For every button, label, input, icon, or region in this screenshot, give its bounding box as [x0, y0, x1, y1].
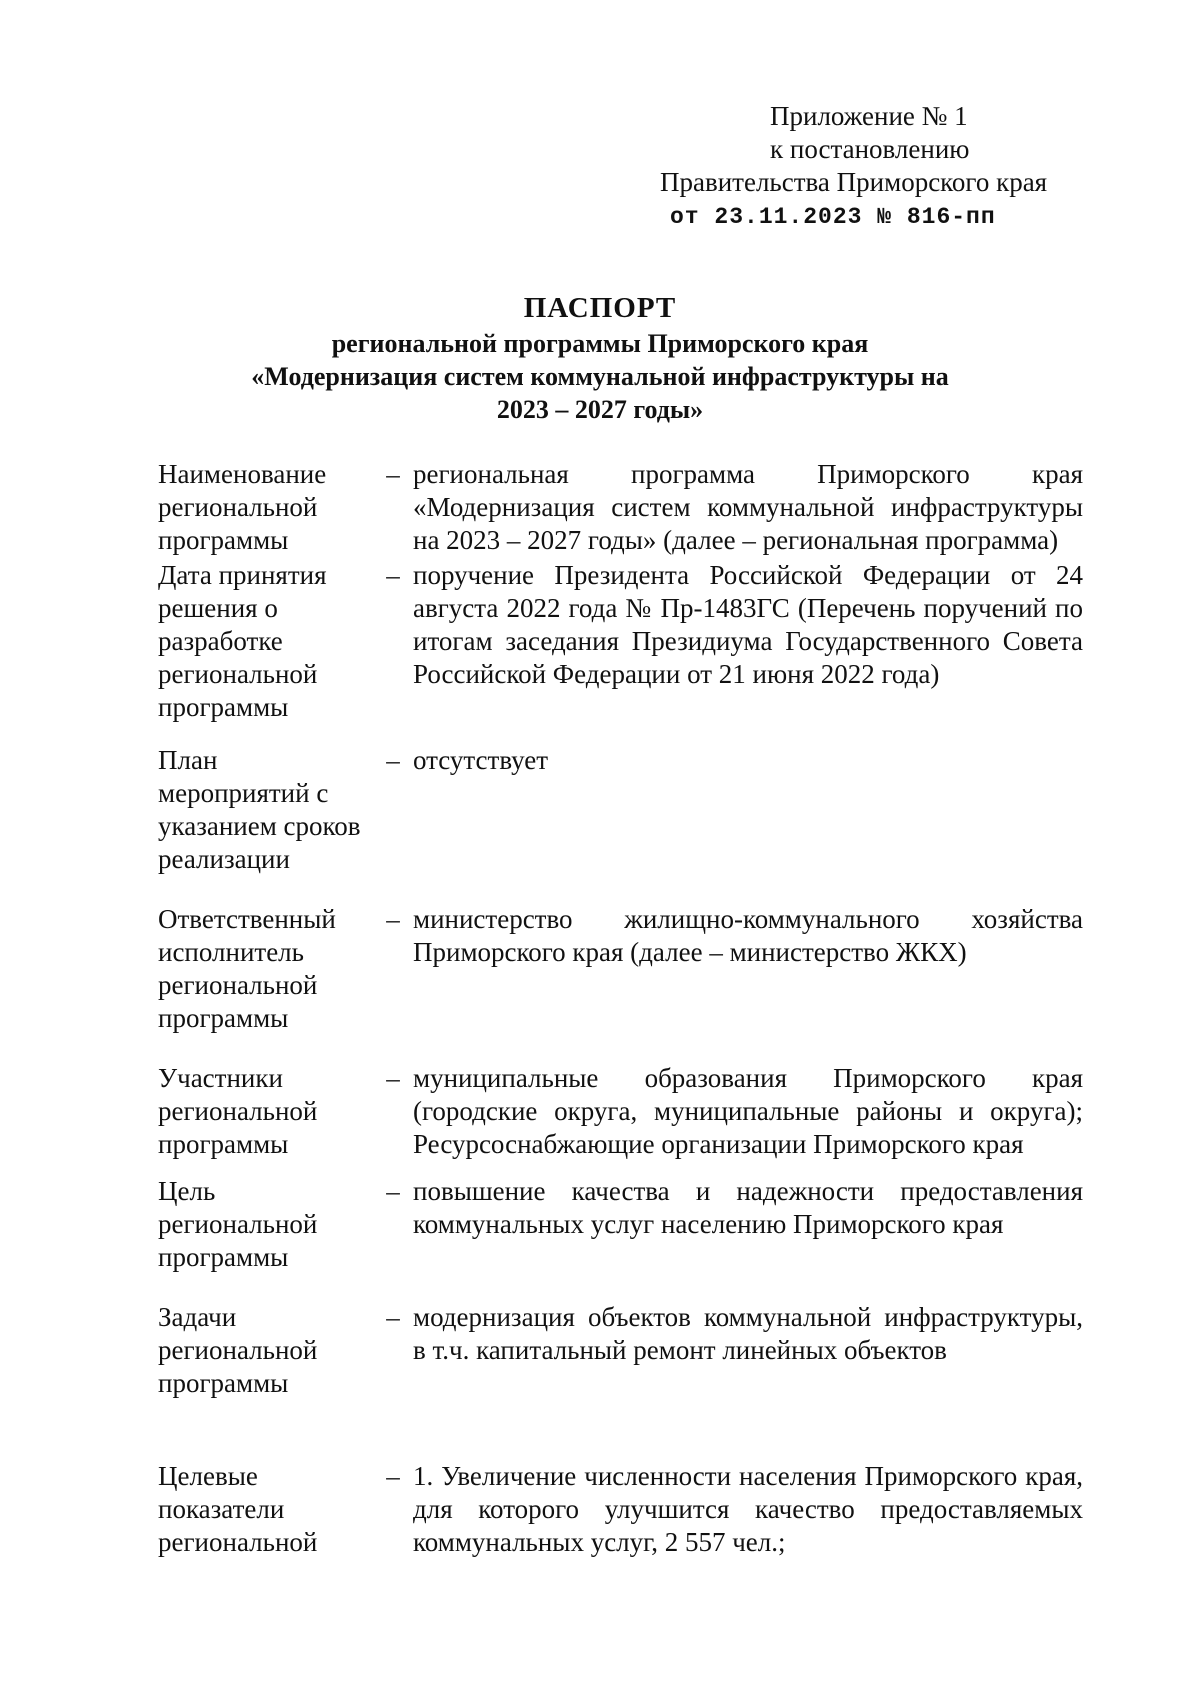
passport-row-tasks	[158, 1301, 1083, 1400]
passport-row-action-plan	[158, 744, 1083, 876]
row-label: Наименование региональной программы	[158, 459, 327, 555]
row-dash: –	[386, 1063, 400, 1093]
row-value: повышение качества и надежности предоставления коммунальных услуг населению Приморского края	[413, 1176, 1083, 1239]
passport-row-target-indicators	[158, 1460, 1083, 1559]
row-dash: –	[386, 459, 400, 489]
row-value: модернизация объектов коммунальной инфраструктуры, в т.ч. капитальный ремонт линейных объектов	[413, 1302, 1083, 1365]
approval-block	[660, 100, 1080, 234]
passport-row-responsible	[158, 903, 1083, 1035]
passport-row-name	[158, 458, 1083, 557]
title-line-program: региональной программы Приморского края	[331, 329, 869, 358]
row-value: 1. Увеличение численности населения Приморского края, для которого улучшится качество предоставляемых коммунальных услуг, 2 557 чел.;	[413, 1461, 1083, 1557]
row-value: поручение Президента Российской Федерации от 24 августа 2022 года № Пр-1483ГС (Перечень поручений по итогам заседания Президиума Государственного Совета Российской Федерации от 21 июня 2022 года)	[413, 560, 1083, 689]
row-label: Участники региональной программы	[158, 1063, 318, 1159]
row-label: Задачи региональной программы	[158, 1302, 318, 1398]
approval-appendix-number: Приложение № 1	[770, 101, 968, 131]
passport-row-participants	[158, 1062, 1083, 1161]
passport-row-goal	[158, 1175, 1083, 1274]
passport-table	[158, 458, 1083, 1559]
passport-row-decision-date	[158, 559, 1083, 724]
row-label: Цель региональной программы	[158, 1176, 318, 1272]
row-dash: –	[386, 745, 400, 775]
title-line-years: 2023 – 2027 годы»	[496, 395, 704, 424]
row-value: региональная программа Приморского края «Модернизация систем коммунальной инфраструктуры на 2023 – 2027 годы» (далее – региональная программа)	[413, 459, 1083, 555]
row-value: министерство жилищно-коммунального хозяйства Приморского края (далее – министерство ЖКХ)	[413, 904, 1083, 967]
row-dash: –	[386, 1461, 400, 1491]
title-passport: ПАСПОРТ	[523, 292, 677, 324]
row-label: Целевые показатели региональной	[158, 1461, 318, 1557]
approval-government: Правительства Приморского края	[660, 167, 1048, 197]
row-value: отсутствует	[413, 745, 549, 775]
row-label: План мероприятий с указанием сроков реализации	[158, 745, 361, 874]
row-dash: –	[386, 1176, 400, 1206]
document-title	[160, 292, 1040, 426]
row-label: Ответственный исполнитель региональной программы	[158, 904, 336, 1033]
approval-date-number-stamp: от 23.11.2023 № 816-пп	[670, 204, 996, 230]
approval-to-resolution: к постановлению	[770, 134, 970, 164]
row-dash: –	[386, 560, 400, 590]
title-line-name: «Модернизация систем коммунальной инфраструктуры на	[251, 362, 949, 391]
row-dash: –	[386, 904, 400, 934]
row-label: Дата принятия решения о разработке региональной программы	[158, 560, 327, 722]
row-dash: –	[386, 1302, 400, 1332]
row-value: муниципальные образования Приморского края (городские округа, муниципальные районы и округа); Ресурсоснабжающие организации Приморского края	[413, 1063, 1083, 1159]
